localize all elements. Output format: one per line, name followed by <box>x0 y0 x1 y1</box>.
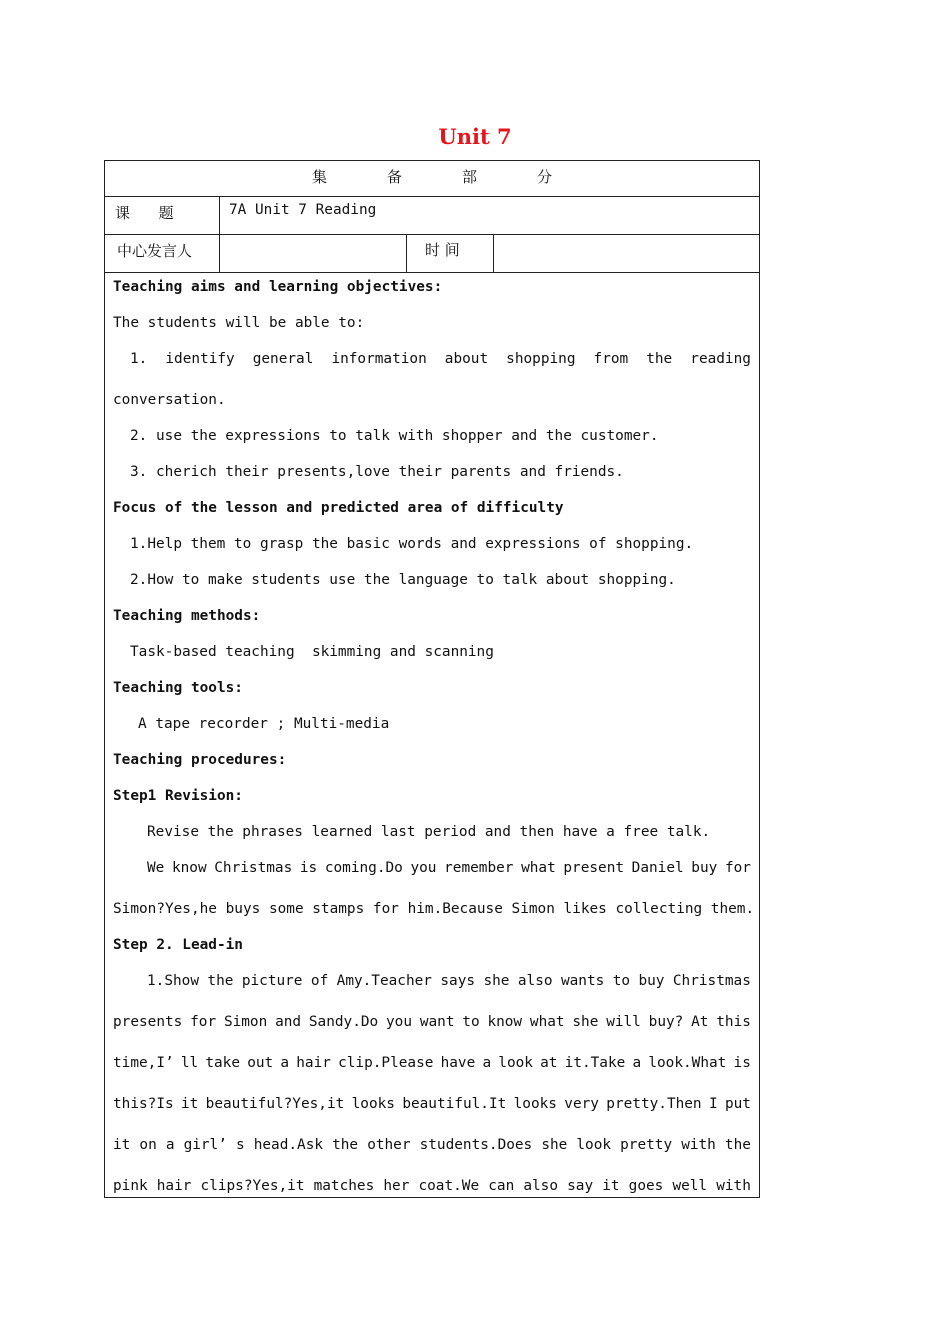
word: to <box>612 973 631 989</box>
word: and <box>275 1014 302 1030</box>
aim-1-continued: conversation. <box>113 392 226 408</box>
speaker-label: 中心发言人 <box>105 235 220 272</box>
aim-1 <box>113 345 751 386</box>
word: time,I’ <box>113 1055 174 1071</box>
word: Christmas <box>214 860 293 876</box>
word: other <box>367 1137 411 1153</box>
step2-line <box>113 1049 751 1090</box>
word: buy <box>638 973 665 989</box>
section-heading-row <box>105 161 759 197</box>
word: with <box>681 1137 716 1153</box>
word: it <box>113 1137 131 1153</box>
word: with <box>716 1178 751 1194</box>
word: on <box>139 1137 157 1153</box>
step2-paragraph <box>113 967 751 1198</box>
word: shopping <box>506 351 576 367</box>
word: put <box>724 1096 751 1112</box>
word: presents <box>113 1014 183 1030</box>
word: well <box>672 1178 708 1194</box>
word: have <box>440 1055 476 1071</box>
word: also <box>523 1178 559 1194</box>
word: you <box>410 860 437 876</box>
word: out <box>247 1055 274 1071</box>
time-label: 时 间 <box>407 235 494 272</box>
word: wants <box>560 973 605 989</box>
word: a <box>165 1137 175 1153</box>
word: Daniel <box>631 860 684 876</box>
topic-row <box>105 197 759 235</box>
methods-text: Task-based teaching skimming and scanning <box>130 644 494 660</box>
step2-line <box>113 1090 751 1131</box>
step2-line <box>113 1172 751 1198</box>
word: beautiful.It <box>402 1096 507 1112</box>
word: matches <box>313 1178 375 1194</box>
word: pretty <box>620 1137 673 1153</box>
time-value <box>494 235 759 272</box>
word: We <box>147 860 165 876</box>
word: want <box>419 1014 455 1030</box>
word: look <box>498 1055 533 1071</box>
section-heading-char: 备 <box>386 168 402 186</box>
word: the <box>207 973 234 989</box>
step1-line-2 <box>113 854 751 895</box>
word: can <box>488 1178 515 1194</box>
aim-2: 2. use the expressions to talk with shopper and the customer. <box>130 428 659 444</box>
focus-1: 1.Help them to grasp the basic words and expressions of shopping. <box>130 536 694 552</box>
word: it.Take <box>564 1055 626 1071</box>
aims-intro: The students will be able to: <box>113 315 365 331</box>
word: 1.Show <box>147 973 199 989</box>
word: you <box>386 1014 413 1030</box>
word: know <box>171 860 207 876</box>
speaker-value <box>220 235 407 272</box>
word: coat.We <box>418 1178 480 1194</box>
lesson-plan-table <box>104 160 760 1198</box>
word: this <box>716 1014 751 1030</box>
step2-line <box>113 1131 751 1172</box>
focus-heading: Focus of the lesson and predicted area of difficulty <box>113 500 564 516</box>
word: information <box>331 351 427 367</box>
procedures-heading: Teaching procedures: <box>113 752 287 768</box>
word: looks <box>513 1096 557 1112</box>
step2-heading: Step 2. Lead-in <box>113 937 243 953</box>
word: ll <box>180 1055 199 1071</box>
word: beautiful?Yes,it <box>205 1096 345 1112</box>
word: it <box>602 1178 620 1194</box>
word: the <box>646 351 673 367</box>
word: it <box>181 1096 199 1112</box>
word: students.Does <box>419 1137 533 1153</box>
word: At <box>691 1014 709 1030</box>
word: also <box>517 973 553 989</box>
word: general <box>252 351 314 367</box>
word: buy? <box>648 1014 684 1030</box>
word: a <box>632 1055 642 1071</box>
aim-3: 3. cherich their presents,love their parents and friends. <box>130 464 624 480</box>
word: she <box>541 1137 568 1153</box>
word: reading <box>690 351 751 367</box>
word: Sandy.Do <box>308 1014 379 1030</box>
word: a <box>482 1055 492 1071</box>
word: pink <box>113 1178 148 1194</box>
word: present <box>563 860 625 876</box>
word: pretty.Then <box>606 1096 702 1112</box>
word: identify <box>165 351 235 367</box>
word: the <box>332 1137 359 1153</box>
word: for <box>190 1014 217 1030</box>
word: to <box>462 1014 480 1030</box>
word: s <box>235 1137 245 1153</box>
lesson-body <box>105 273 759 1198</box>
word: girl’ <box>183 1137 227 1153</box>
step1-heading: Step1 Revision: <box>113 788 243 804</box>
focus-2: 2.How to make students use the language to talk about shopping. <box>130 572 676 588</box>
word: clips?Yes,it <box>200 1178 305 1194</box>
topic-value: 7A Unit 7 Reading <box>229 202 377 218</box>
step1-line-1: Revise the phrases learned last period and then have a free talk. <box>147 824 711 840</box>
word: is <box>733 1055 751 1071</box>
aims-heading: Teaching aims and learning objectives: <box>113 279 443 295</box>
word: coming.Do <box>324 860 403 876</box>
section-heading-char: 分 <box>536 168 552 186</box>
methods-heading: Teaching methods: <box>113 608 261 624</box>
word: clip.Please <box>338 1055 434 1071</box>
word: is <box>299 860 318 876</box>
word: she <box>572 1014 599 1030</box>
word: I <box>708 1096 718 1112</box>
word: about <box>444 351 489 367</box>
word: buy <box>691 860 718 876</box>
speaker-row <box>105 235 759 273</box>
word: 1. <box>130 351 148 367</box>
word: what <box>521 860 556 876</box>
word: at <box>540 1055 558 1071</box>
word: Simon <box>223 1014 268 1030</box>
word: looks <box>351 1096 395 1112</box>
word: the <box>724 1137 751 1153</box>
word: hair <box>296 1055 331 1071</box>
word: take <box>205 1055 241 1071</box>
word: of <box>310 973 329 989</box>
word: hair <box>156 1178 192 1194</box>
step2-line <box>113 1008 751 1049</box>
word: picture <box>241 973 303 989</box>
word: she <box>483 973 510 989</box>
word: Amy.Teacher <box>336 973 432 989</box>
word: say <box>567 1178 594 1194</box>
word: goes <box>628 1178 664 1194</box>
topic-label: 课 题 <box>105 197 220 234</box>
word: her <box>383 1178 410 1194</box>
tools-text: A tape recorder ; Multi-media <box>138 716 390 732</box>
word: for <box>724 860 751 876</box>
word: look.What <box>648 1055 727 1071</box>
word: this?Is <box>113 1096 174 1112</box>
word: what <box>529 1014 565 1030</box>
word: Christmas <box>672 973 751 989</box>
section-heading-char: 部 <box>461 168 477 186</box>
word: a <box>280 1055 290 1071</box>
word: remember <box>444 860 514 876</box>
section-heading-char: 集 <box>312 168 328 186</box>
word: will <box>606 1014 641 1030</box>
step1-line-3: Simon?Yes,he buys some stamps for him.Because Simon likes collecting them. <box>113 901 755 917</box>
step2-line <box>113 967 751 1008</box>
word: head.Ask <box>253 1137 324 1153</box>
word: very <box>564 1096 599 1112</box>
word: says <box>440 973 476 989</box>
word: look <box>576 1137 612 1153</box>
word: from <box>593 351 629 367</box>
section-heading <box>312 161 552 187</box>
document-title: Unit 7 <box>438 124 512 149</box>
word: know <box>487 1014 523 1030</box>
tools-heading: Teaching tools: <box>113 680 243 696</box>
